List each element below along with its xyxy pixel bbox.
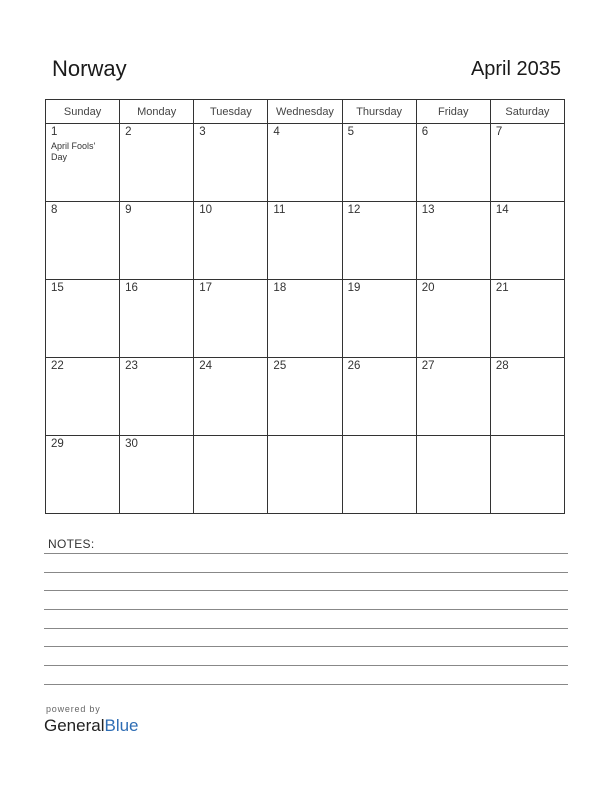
day-number: 16 (125, 282, 138, 294)
day-cell (120, 124, 194, 202)
day-number: 23 (125, 360, 138, 372)
weekday-monday: Monday (120, 100, 194, 124)
day-number: 10 (199, 204, 213, 216)
note-line (44, 572, 568, 573)
month-title: April 2035 (470, 58, 561, 80)
day-number: 7 (495, 126, 503, 138)
day-number: 12 (347, 204, 361, 216)
day-cell (194, 202, 268, 280)
day-cell (120, 436, 194, 514)
weekday-header-row (46, 100, 565, 124)
day-cell (416, 280, 490, 358)
day-cell (268, 124, 342, 202)
day-number: 25 (273, 360, 287, 372)
powered-by-text: powered by (46, 704, 101, 714)
day-number: 1 (51, 126, 58, 138)
brand-logo (44, 704, 139, 737)
day-cell (268, 280, 342, 358)
day-number: 11 (273, 204, 286, 216)
empty-day-cell (342, 436, 416, 514)
day-cell (120, 358, 194, 436)
holiday-label: April Fools' Day (51, 141, 96, 162)
note-line (44, 628, 568, 629)
day-cell (416, 124, 490, 202)
day-cell (268, 358, 342, 436)
day-cell (342, 124, 416, 202)
brand-name (44, 715, 139, 737)
day-number: 26 (347, 360, 361, 372)
day-number: 29 (51, 438, 64, 450)
week-row (46, 436, 565, 514)
weekday-thursday: Thursday (342, 100, 416, 124)
day-number: 6 (421, 126, 429, 138)
day-cell (46, 124, 120, 202)
day-number: 18 (273, 282, 287, 294)
day-cell (416, 358, 490, 436)
weekday-saturday: Saturday (490, 100, 564, 124)
day-number: 21 (495, 282, 509, 294)
day-cell (342, 358, 416, 436)
week-row (46, 124, 565, 202)
weekday-sunday: Sunday (46, 100, 120, 124)
day-cell (490, 280, 564, 358)
day-number: 3 (199, 126, 206, 138)
notes-label: NOTES: (48, 537, 95, 551)
day-cell (194, 280, 268, 358)
day-cell (46, 280, 120, 358)
day-cell (342, 202, 416, 280)
empty-day-cell (416, 436, 490, 514)
day-cell (46, 436, 120, 514)
note-line (44, 609, 568, 610)
note-line (44, 553, 568, 554)
calendar-grid (45, 99, 565, 514)
note-line (44, 590, 568, 591)
day-number: 20 (421, 282, 435, 294)
day-number: 14 (495, 204, 509, 216)
week-row (46, 202, 565, 280)
day-number: 8 (51, 204, 58, 216)
day-cell (120, 280, 194, 358)
week-row (46, 280, 565, 358)
day-cell (46, 358, 120, 436)
day-number: 9 (125, 204, 132, 216)
day-number: 27 (421, 360, 435, 372)
day-number: 13 (421, 204, 435, 216)
brand-name-general: General (44, 716, 105, 735)
weekday-tuesday: Tuesday (194, 100, 268, 124)
brand-name-blue: Blue (104, 716, 139, 735)
day-number: 17 (199, 282, 213, 294)
day-number: 30 (125, 438, 138, 450)
day-cell (120, 202, 194, 280)
empty-day-cell (490, 436, 564, 514)
day-number: 22 (51, 360, 64, 372)
day-cell (416, 202, 490, 280)
day-number: 4 (273, 126, 280, 138)
day-cell (342, 280, 416, 358)
note-line (44, 684, 568, 685)
day-number: 24 (199, 360, 213, 372)
day-number: 2 (125, 126, 132, 138)
day-number: 5 (347, 126, 354, 138)
day-cell (46, 202, 120, 280)
day-cell (268, 202, 342, 280)
weekday-wednesday: Wednesday (268, 100, 342, 124)
day-cell (194, 358, 268, 436)
weekday-friday: Friday (416, 100, 490, 124)
country-title: Norway (52, 56, 127, 81)
empty-day-cell (268, 436, 342, 514)
day-cell (194, 124, 268, 202)
day-number: 15 (51, 282, 64, 294)
empty-day-cell (194, 436, 268, 514)
day-cell (490, 124, 564, 202)
day-cell (490, 358, 564, 436)
week-row (46, 358, 565, 436)
day-cell (490, 202, 564, 280)
note-line (44, 665, 568, 666)
day-number: 19 (347, 282, 361, 294)
note-line (44, 646, 568, 647)
day-number: 28 (495, 360, 509, 372)
